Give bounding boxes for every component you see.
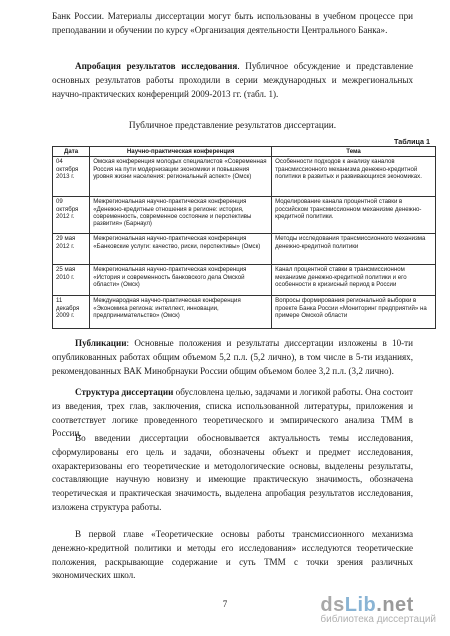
cell-conference: Омская конференция молодых специалистов «Современная Россия на пути модернизации экономики и повышения уровня жизни населения: региональный аспект» (Омск)	[90, 157, 272, 197]
cell-date: 04 октября 2013 г.	[53, 157, 90, 197]
cell-date: 29 мая 2012 г.	[53, 234, 90, 265]
watermark-logo-net: .net	[376, 594, 414, 616]
approbation-heading: Апробация результатов исследования	[75, 61, 238, 71]
paragraph-introduction-summary	[52, 432, 413, 515]
cell-date: 09 октября 2012 г.	[53, 197, 90, 234]
cell-topic: Моделирование канала процентной ставки в российском трансмиссионном механизме денежно-кредитной политики.	[272, 197, 436, 234]
paragraph-publications	[52, 337, 413, 378]
watermark-logo-ds: ds	[320, 594, 345, 616]
structure-heading: Структура диссертации	[75, 387, 174, 397]
paragraph-approbation	[52, 60, 413, 101]
cell-topic: Методы исследования трансмиссионного механизма денежно-кредитной политики	[272, 234, 436, 265]
table-number: Таблица 1	[394, 137, 430, 146]
header-date: Дата	[53, 147, 90, 157]
cell-date: 25 мая 2010 г.	[53, 265, 90, 296]
cell-topic: Вопросы формирования региональной выборки в проекте Банка России «Мониторинг предприятий» на примере Омской области	[272, 296, 436, 329]
dslib-watermark	[320, 594, 436, 625]
watermark-logo-lib: Lib	[344, 594, 377, 616]
conference-table	[52, 146, 436, 329]
structure-text: обусловлена целью, задачами и логикой работы. Она состоит из введения, трех глав, заключения, списка использованной литературы, приложения и соответствует логике проведенного теоретического и эмпирического анализа ТММ в России.	[52, 387, 413, 439]
table-row	[53, 234, 436, 265]
cell-conference: Международная научно-практическая конференция «Экономика региона: интеллект, инновации, предпринимательство» (Омск)	[90, 296, 272, 329]
cell-date: 11 декабря 2009 г.	[53, 296, 90, 329]
cell-conference: Межрегиональная научно-практическая конференция «История и современность банковского дела Омской области» (Омск)	[90, 265, 272, 296]
paragraph-intro-text: Банк России. Материалы диссертации могут быть использованы в учебном процессе при преподавании и обучении по курсу «Организация деятельности Центрального Банка».	[52, 11, 413, 35]
table-row	[53, 157, 436, 197]
watermark-subtitle: библиотека диссертаций	[320, 614, 436, 625]
publications-text: : Основные положения и результаты диссертации изложены в 10-ти опубликованных работах общим объемом 5,2 п.л. (5,2 лично), в том числе в 5-ти изданиях, рекомендованных ВАК Минобрнауки России общим объемом более 3,2 п.л. (3,2 лично).	[52, 338, 413, 376]
introduction-summary-text: Во введении диссертации обосновывается актуальность темы исследования, сформулированы его цель и задачи, обозначены объект и предмет исследования, охарактеризованы его теоретические и методологические основы, выделены результаты, составляющие научную новизну и имеющие практическую значимость, обозначена теоретическая и практическая значимость, выделена апробация результатов исследования, изложена структура работы.	[52, 433, 413, 512]
page-number: 7	[222, 599, 228, 609]
table-caption: Публичное представление результатов диссертации.	[128, 121, 337, 131]
table-row	[53, 296, 436, 329]
publications-heading: Публикации	[75, 338, 127, 348]
cell-conference: Межрегиональная научно-практическая конференция «Банковские услуги: качество, риски, перспективы» (Омск)	[90, 234, 272, 265]
cell-topic: Канал процентной ставки в трансмиссионном механизме денежно-кредитной политики и его особенности в кризисный период в России	[272, 265, 436, 296]
cell-topic: Особенности подходов к анализу каналов трансмиссионного механизма денежно-кредитной политики в развитых и развивающихся экономиках.	[272, 157, 436, 197]
chapter-one-text: В первой главе «Теоретические основы работы трансмиссионного механизма денежно-кредитной политики и методы его исследования» исследуются теоретические положения, раскрывающие содержание и суть ТММ с точки зрения различных экономических школ.	[52, 529, 413, 581]
table-header-row	[53, 147, 436, 157]
cell-conference: Межрегиональная научно-практическая конференция «Денежно-кредитные отношения в регионе: история, современность, современное состояние и перспективы развития» (Барнаул)	[90, 197, 272, 234]
paragraph-chapter-one	[52, 528, 413, 583]
header-topic: Тема	[272, 147, 436, 157]
approbation-text: . Публичное обсуждение и представление основных результатов работы проходили в серии международных и межрегиональных научно-практических конференций 2009-2013 гг. (табл. 1).	[52, 61, 414, 99]
paragraph-intro	[52, 10, 413, 38]
table-row	[53, 197, 436, 234]
header-conference: Научно-практическая конференция	[90, 147, 272, 157]
table-row	[53, 265, 436, 296]
